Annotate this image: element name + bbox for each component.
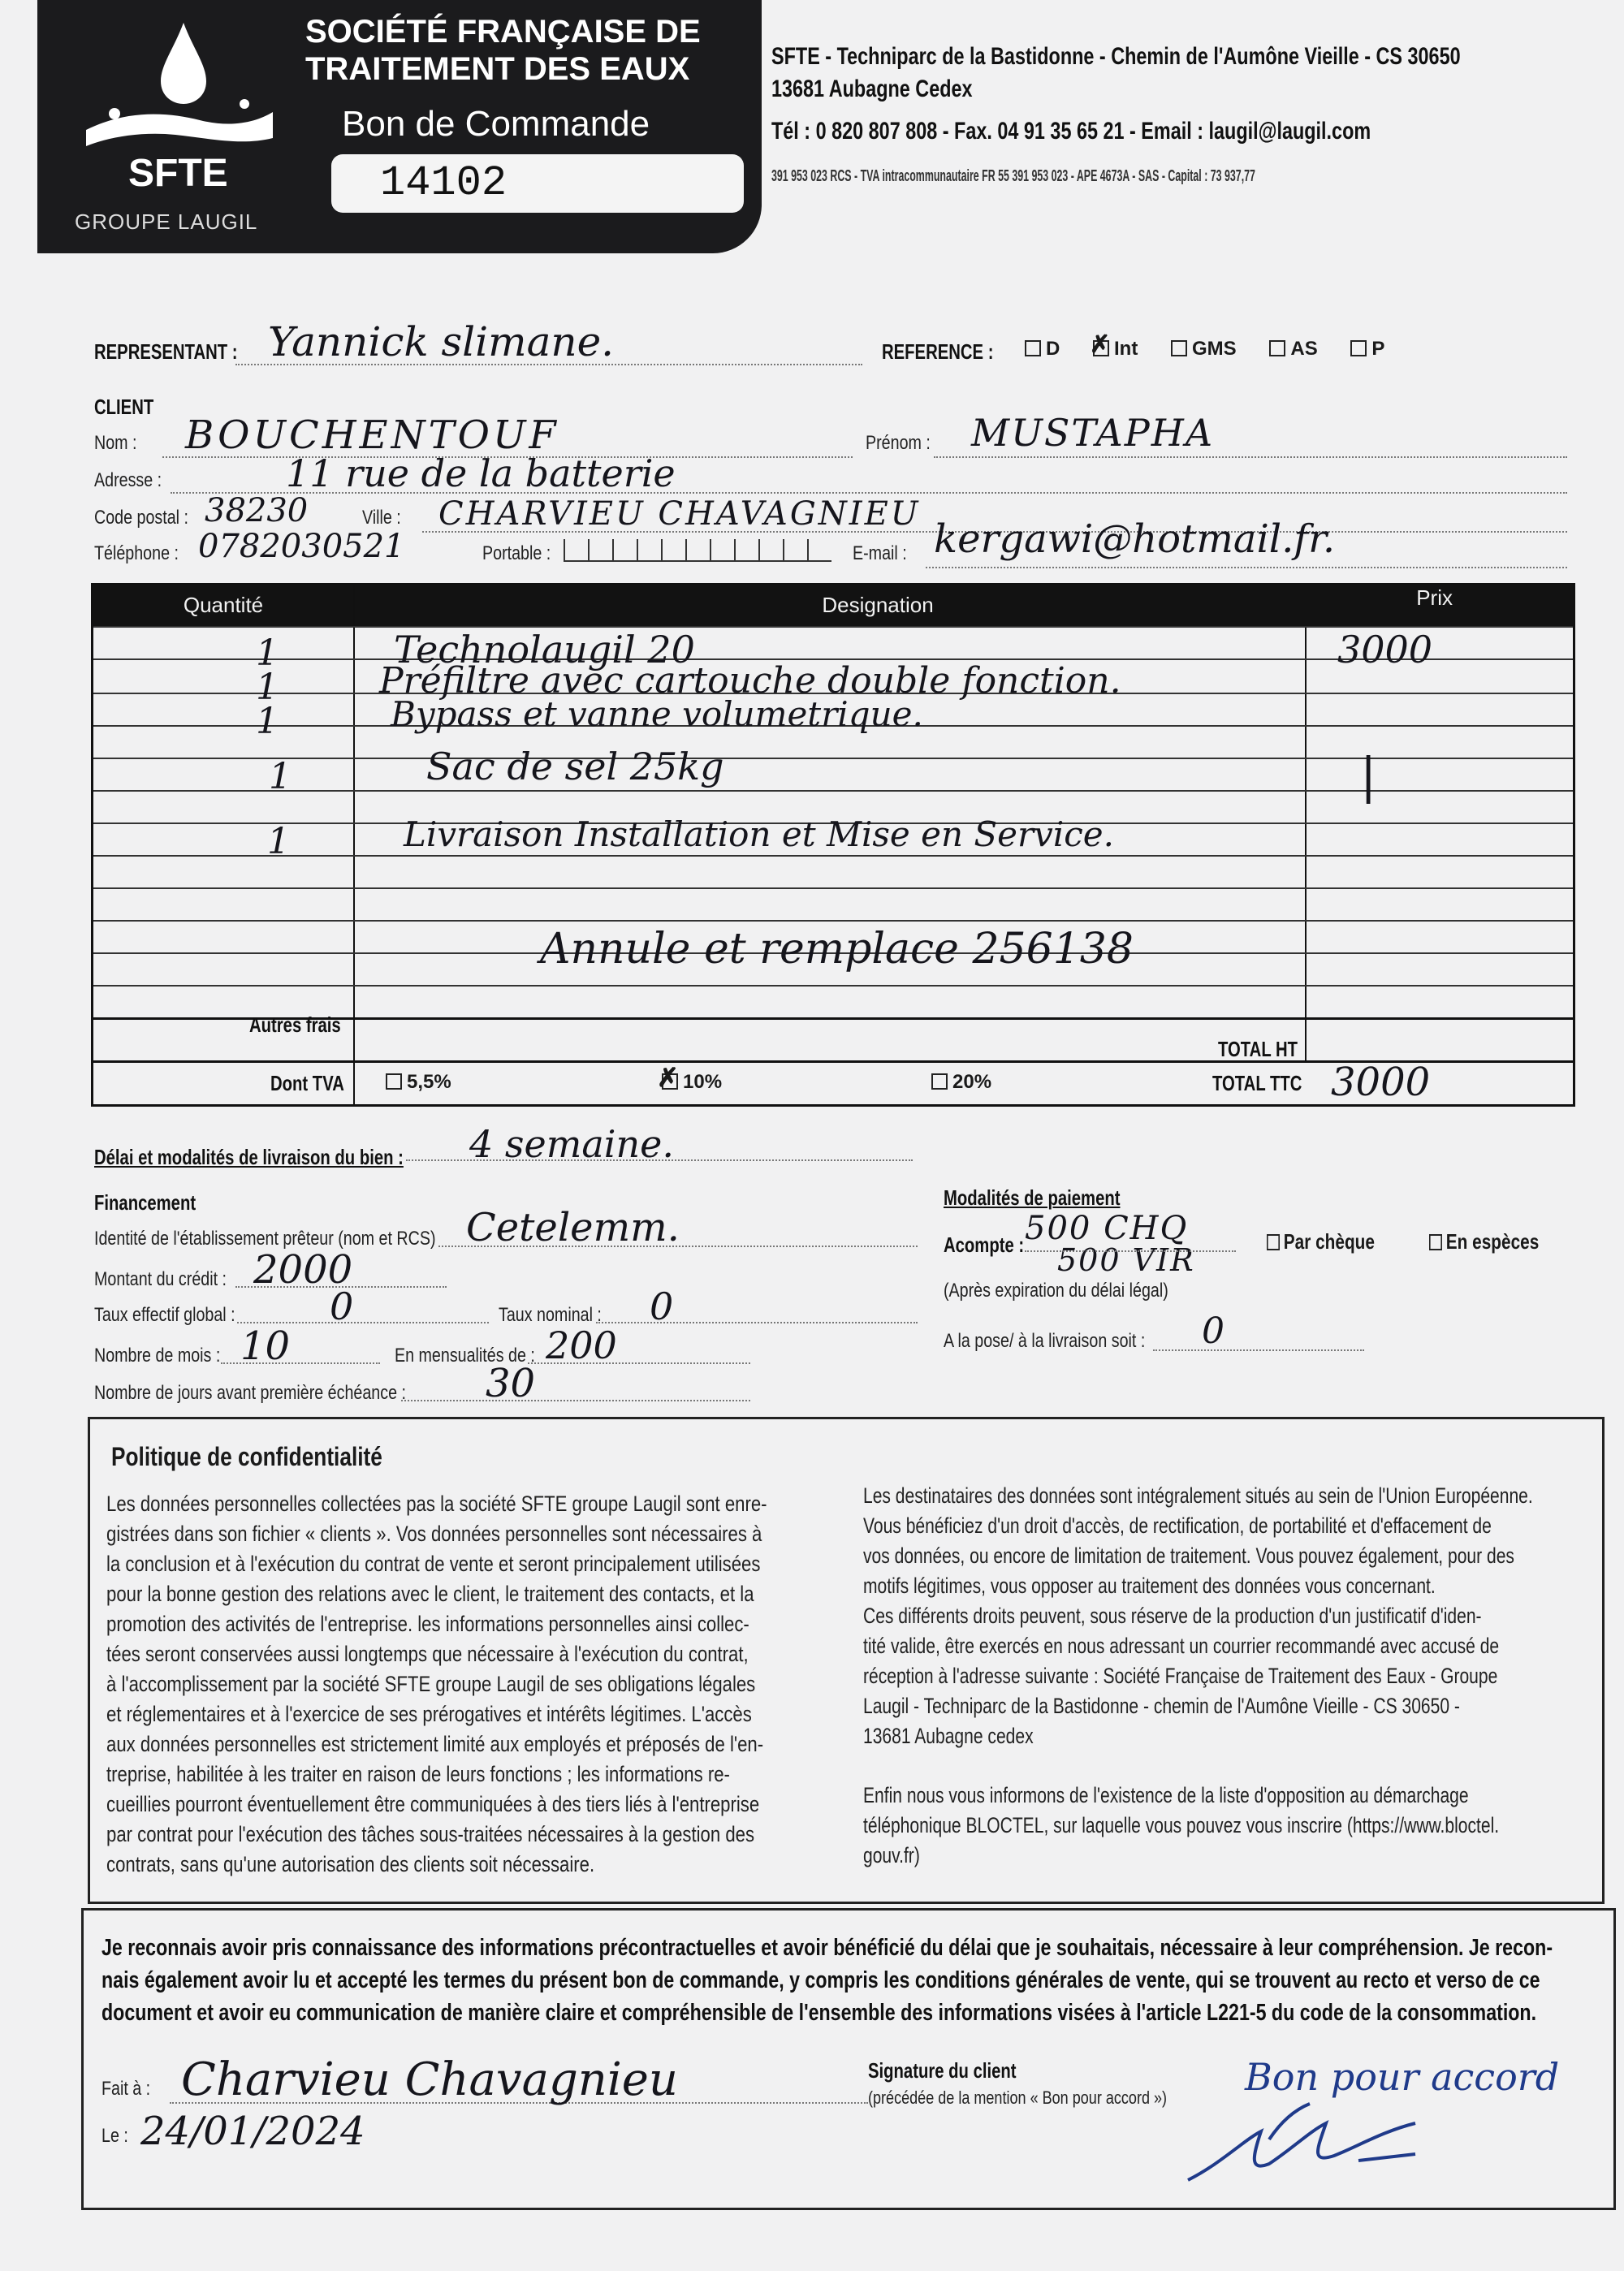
table-row-prix[interactable]: | [1360,748,1377,805]
table-row-designation[interactable]: Préfiltre avec cartouche double fonction. [379,660,1121,702]
email-label: E-mail : [853,542,907,564]
date-value[interactable]: 24/01/2024 [140,2109,365,2154]
total-ht-label: TOTAL HT [1218,1037,1298,1061]
table-row-designation[interactable]: Livraison Installation et Mise en Service. [404,814,1114,854]
row-rule [93,758,1573,759]
mois-value[interactable]: 10 [240,1323,291,1369]
cp-value[interactable]: 38230 [205,492,309,529]
table-row-qty[interactable]: 1 [256,633,279,674]
privacy-line: promotion des activités de l'entreprise. les informations personnelles ainsi collec- [106,1612,749,1636]
taeg-label: Taux effectif global : [94,1304,235,1326]
taux-nominal-label: Taux nominal : [499,1304,602,1326]
montant-label: Montant du crédit : [94,1268,227,1290]
ref-option-d[interactable]: D [1025,338,1060,360]
taux-nominal-line [596,1322,918,1323]
declaration-line: nais également avoir lu et accepté les termes du présent bon de commande, y compris les conditions générales de vente, qui se trouvent au recto et verso de ce [102,1967,1540,1993]
table-row-qty[interactable]: 1 [256,667,279,708]
order-table [91,583,1575,1107]
ville-label: Ville : [362,507,401,529]
email-line [926,567,1567,568]
table-row-designation[interactable]: Technolaugil 20 [394,628,695,671]
declaration-box [81,1908,1616,2210]
company-name [305,13,701,88]
table-row-qty[interactable]: 1 [269,756,292,797]
privacy-right-text [863,1481,1585,1871]
ref-option-int[interactable]: ✗ Int [1090,330,1138,360]
table-row-designation[interactable]: Sac de sel 25kg [426,745,724,788]
row-rule [93,985,1573,987]
pose-value[interactable]: 0 [1202,1310,1224,1352]
declaration-line: document et avoir eu communication de manière claire et compréhensible de l'ensemble des informations visées à l'article L221-5 du code de la consommation. [102,2000,1537,2026]
pose-line [1153,1349,1364,1351]
privacy-line: pour la bonne gestion des relations avec le client, le traitement des contacts, et la [106,1582,754,1606]
privacy-policy-box [88,1417,1605,1904]
jours-label: Nombre de jours avant première échéance : [94,1382,406,1404]
table-row-designation[interactable]: Bypass et vanne volumetrique. [391,694,923,734]
doc-title: Bon de Commande [342,104,650,144]
declaration-line: Je reconnais avoir pris connaissance des informations précontractuelles et avoir bénéficié du délai que je souhaitais, nécessaire à leur compréhension. Je recon- [102,1935,1553,1961]
table-note[interactable]: Annule et remplace 256138 [540,925,1134,974]
telephone-label: Téléphone : [94,542,179,564]
total-ttc-label: TOTAL TTC [1212,1071,1302,1095]
privacy-line: gouv.fr) [863,1843,920,1867]
company-address [771,41,1461,148]
tva-option-20[interactable]: 20% [931,1071,991,1094]
ref-option-p[interactable]: P [1350,338,1384,360]
tva-option-10[interactable]: ✗ 10% [657,1062,723,1093]
privacy-line: téléphonique BLOCTEL, sur laquelle vous pouvez vous inscrire (https://www.bloctel. [863,1813,1500,1837]
email-value[interactable]: kergawi@hotmail.fr. [934,516,1336,562]
row-rule [93,790,1573,792]
preteur-label: Identité de l'établissement prêteur (nom et RCS) [94,1228,436,1250]
privacy-line: contrats, sans qu'une autorisation des clients soit nécessaire. [106,1852,595,1876]
privacy-line: motifs légitimes, vous opposer au traitement des données vous concernant. [863,1574,1436,1598]
jours-line [401,1400,750,1401]
delivery-value[interactable]: 4 semaine. [469,1122,674,1166]
reference-label: REFERENCE : [882,339,994,364]
company-line-1: SOCIÉTÉ FRANÇAISE DE [305,14,701,50]
legal-line: 391 953 023 RCS - TVA intracommunautaire FR 55 391 953 023 - APE 4673A - SAS - Capital : 73 937,77 [771,167,1255,185]
privacy-line: la conclusion et à l'exécution du contrat de vente et seront principalement utilisées [106,1552,761,1576]
taeg-value[interactable]: 0 [330,1284,354,1328]
prenom-value[interactable]: MUSTAPHA [971,411,1215,455]
mois-label: Nombre de mois : [94,1345,221,1366]
prenom-label: Prénom : [866,432,931,454]
logo-group-text: GROUPE LAUGIL [75,209,258,234]
delivery-label: Délai et modalités de livraison du bien : [94,1145,404,1169]
ref-option-gms[interactable]: GMS [1171,338,1237,360]
especes-option[interactable]: En espèces [1429,1229,1539,1254]
privacy-line: Vous bénéficiez d'un droit d'accès, de rectification, de portabilité et d'effacement de [863,1513,1492,1538]
company-line-2: TRAITEMENT DES EAUX [305,51,690,87]
privacy-left-text [106,1489,839,1880]
privacy-line: à l'accomplissement par la société SFTE groupe Laugil de ses obligations légales [106,1672,756,1696]
privacy-line: Les destinataires des données sont intégralement situés au sein de l'Union Européenne. [863,1483,1533,1508]
address-line-1: SFTE - Techniparc de la Bastidonne - Chemin de l'Aumône Vieille - CS 30650 [771,43,1461,70]
privacy-line: Enfin nous vous informons de l'existence de la liste d'opposition au démarchage [863,1783,1469,1807]
reference-options [1025,330,1385,361]
date-label: Le : [102,2125,128,2147]
privacy-line: tité valide, être exercés en nous adressant un courrier recommandé avec accusé de [863,1634,1500,1658]
client-signature[interactable] [1172,2099,1448,2196]
representant-label: REPRESENTANT : [94,339,238,364]
signature-title: Signature du client [868,2058,1017,2083]
col-divider-2 [1305,626,1307,1060]
privacy-line: gistrées dans son fichier « clients ». Vos données personnelles sont nécessaires à [106,1522,762,1546]
privacy-title: Politique de confidentialité [111,1442,382,1471]
privacy-line: vos données, ou encore de limitation de traitement. Vous pouvez également, pour des [863,1544,1514,1568]
fait-a-label: Fait à : [102,2078,151,2100]
privacy-line: cueillies pourront éventuellement être communiquées à des tiers liés à l'entreprise [106,1792,760,1816]
privacy-line: aux données personnelles est strictement limité aux employés et préposés de l'en- [106,1732,764,1756]
table-row-qty[interactable]: 1 [256,701,279,742]
acompte-label: Acompte : [944,1233,1025,1257]
representant-value[interactable]: Yannick slimane. [268,318,615,365]
acompte-line-1[interactable]: 500 CHQ [1025,1210,1189,1247]
paiement-title: Modalités de paiement [944,1185,1121,1210]
privacy-line: Ces différents droits peuvent, sous réserve de la production d'un justificatif d'iden- [863,1604,1482,1628]
row-rule [93,855,1573,857]
adresse-value[interactable]: 11 rue de la batterie [286,451,676,495]
nom-label: Nom : [94,432,137,454]
row-rule [93,920,1573,922]
prenom-line [934,456,1567,458]
logo-sfte: SFTE [128,152,228,195]
apres-expiration-label: (Après expiration du délai légal) [944,1280,1168,1302]
privacy-line: par contrat pour l'exécution des tâches sous-traitées nécessaires à la gestion des [106,1822,755,1846]
acompte-line-2[interactable]: 500 VIR [1057,1242,1195,1278]
order-number: 14102 [331,154,744,213]
adresse-label: Adresse : [94,469,162,491]
privacy-line: tées seront conservées aussi longtemps que nécessaire à l'exécution du contrat, [106,1642,749,1666]
privacy-line: 13681 Aubagne cedex [863,1724,1034,1748]
pose-label: A la pose/ à la livraison soit : [944,1330,1146,1352]
telephone-value[interactable]: 0782030521 [198,528,405,565]
contact-line: Tél : 0 820 807 808 - Fax. 04 91 35 65 21 - Email : laugil@laugil.com [771,118,1371,145]
bon-pour-accord-text[interactable]: Bon pour accord [1245,2055,1560,2099]
signature-subtitle: (précédée de la mention « Bon pour accord ») [868,2088,1168,2108]
ref-option-as[interactable]: AS [1269,338,1317,360]
tva-option-55[interactable]: 5,5% [386,1071,451,1094]
par-cheque-option[interactable]: Par chèque [1267,1229,1375,1254]
nom-value[interactable]: BOUCHENTOUF [185,412,559,458]
water-drop-logo-icon [70,16,273,154]
acompte-line [1025,1250,1236,1252]
autres-frais-label: Autres frais [249,1012,341,1037]
col-header-designation: Designation [353,585,1401,626]
col-header-prix: Prix [1307,585,1573,626]
portable-field[interactable] [564,539,831,562]
privacy-line: Laugil - Techniparc de la Bastidonne - chemin de l'Aumône Vieille - CS 30650 - [863,1694,1460,1718]
privacy-line: treprise, habilitée à les traiter en raison de leurs fonctions ; les informations re- [106,1762,730,1786]
preteur-value[interactable]: Cetelemm. [466,1205,680,1250]
montant-value[interactable]: 2000 [253,1247,353,1293]
fait-a-value[interactable]: Charvieu Chavagnieu [181,2053,678,2106]
table-row-qty[interactable]: 1 [267,821,290,862]
cp-label: Code postal : [94,507,188,529]
address-line-2: 13681 Aubagne Cedex [771,76,973,102]
privacy-line: et réglementaires et à l'exercice de ses prérogatives et intérêts légitimes. L'accès [106,1702,752,1726]
ville-value[interactable]: CHARVIEU CHAVAGNIEU [438,495,921,533]
mensualites-label: En mensualités de : [395,1345,535,1366]
client-section-label: CLIENT [94,395,154,419]
header-banner [37,0,762,253]
jours-value[interactable]: 30 [486,1361,536,1406]
table-row-prix[interactable]: 3000 [1337,628,1433,671]
total-ttc-value[interactable]: 3000 [1331,1060,1431,1105]
financement-title: Financement [94,1190,197,1215]
declaration-text [102,1932,1563,2029]
mensualites-value[interactable]: 200 [546,1323,617,1367]
col-divider-1 [353,626,355,1104]
col-header-quantite: Quantité [93,585,353,626]
privacy-line: Les données personnelles collectées pas la société SFTE groupe Laugil sont enre- [106,1492,767,1516]
privacy-line: réception à l'adresse suivante : Société Française de Traitement des Eaux - Groupe [863,1664,1498,1688]
dont-tva-label: Dont TVA [270,1071,344,1095]
taux-nominal-value[interactable]: 0 [650,1284,674,1328]
portable-label: Portable : [482,542,551,564]
row-rule [93,887,1573,889]
